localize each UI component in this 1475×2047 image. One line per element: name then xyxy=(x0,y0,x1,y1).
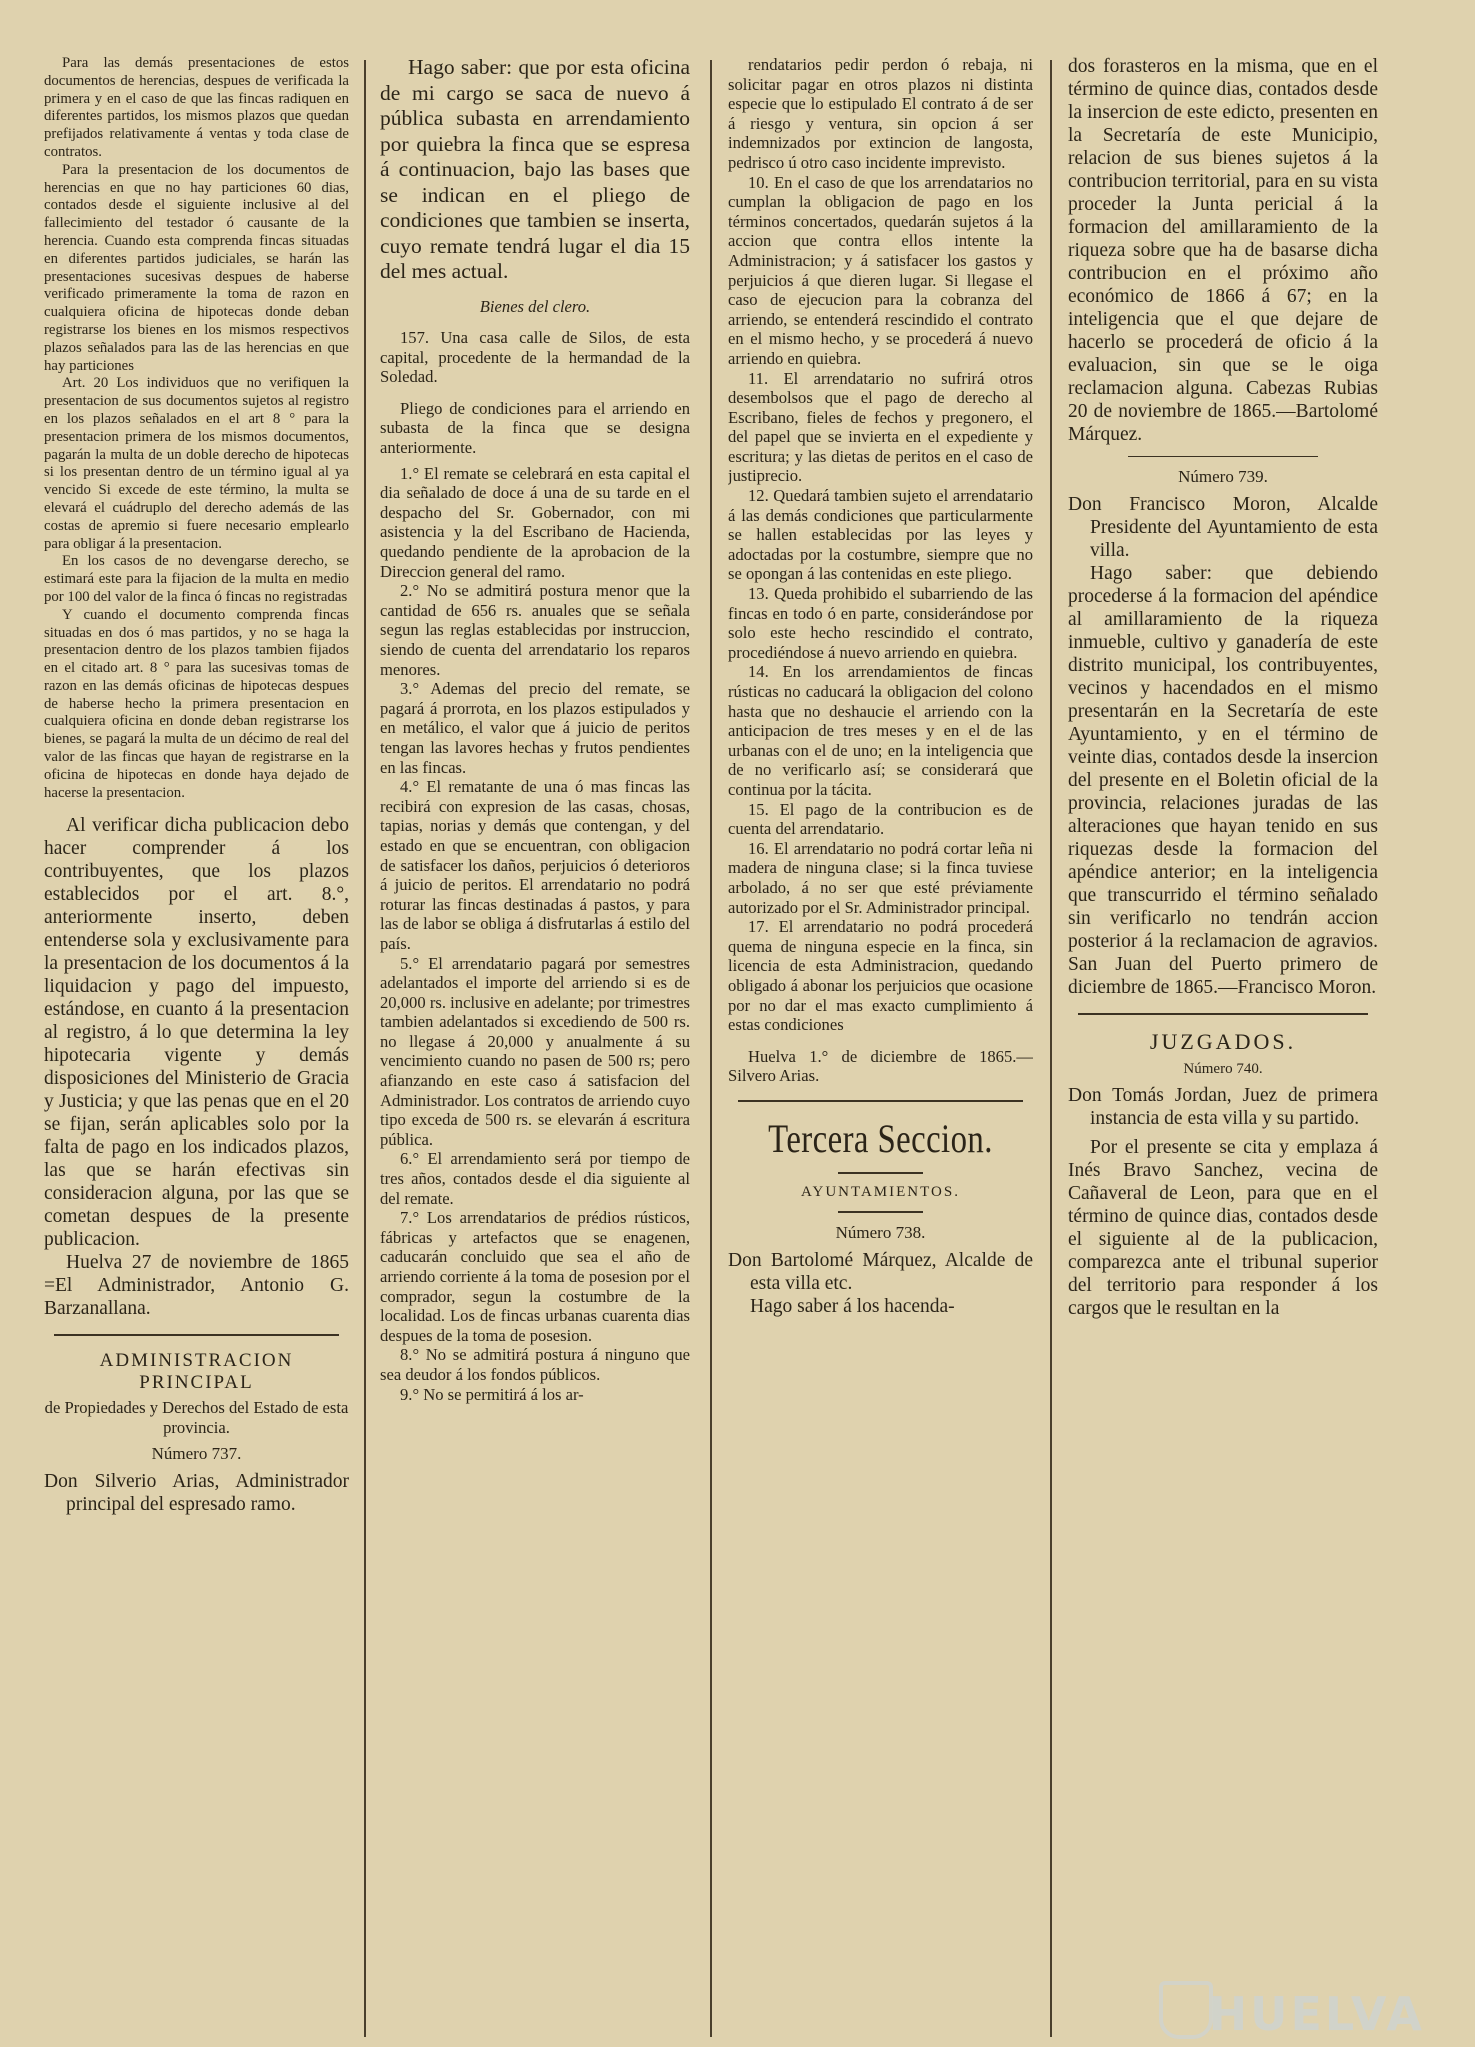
signature-line: Huelva 27 de noviembre de 1865 =El Administrador, Antonio G. Barzanallana. xyxy=(44,1252,349,1320)
small-print-block xyxy=(44,55,349,802)
column-1 xyxy=(44,55,349,2039)
paragraph: Para las demás presentaciones de estos documentos de herencias, despues de verificada la primera y en el caso de que las fincas radiquen en diferentes partidos, los mismos plazos que quedan prefijados relativamente á ventas y toda clase de contratos. xyxy=(44,55,349,160)
condition-13: 13. Queda prohibido el subarriendo de las fincas en todo ó en parte, considerándose por solo este hecho rescindido el contrato, procediéndose á nuevo arriendo en quiebra. xyxy=(728,584,1033,662)
paragraph: Para la presentacion de los documentos de herencias en que no hay particiones 60 dias, contados desde el siguiente inclusive al del fallecimiento del testador ó causante de la herencia. Cuando esta comprenda fincas situadas en diferentes partidos judiciales, se harán las presentaciones sucesivas despues de haberse verificado primeramente la toma de razon en cualquiera oficina de hipotecas donde deban registrarse los bienes en los mismos respectivos plazos señalados para las de las herencias en que hay particiones xyxy=(44,161,349,374)
section-rule xyxy=(1078,1013,1368,1015)
admin-heading: ADMINISTRACION PRINCIPAL xyxy=(99,1350,294,1394)
pliego-title: Pliego de condiciones para el arriendo en subasta de la finca que se designa anteriormente. xyxy=(380,398,690,458)
article-20: Art. 20 Los individuos que no verifiquen la presentacion de sus documentos sujetos al registro en los plazos señalados en el art 8 ° para la presentacion primera de los mismos documentos, pagarán la multa de un doble derecho de hipotecas si los presentan dentro de un término igual al ya vencido Si excede de este término, la multa se elevará el cuádruplo del derecho además de las costas de apremio si fuere necesario emplearlo para obligar á la presentacion. xyxy=(44,375,349,552)
signature-line: Huelva 1.° de diciembre de 1865.—Silvero Arias. xyxy=(728,1046,1033,1086)
subheading-bienes: Bienes del clero. xyxy=(479,296,591,316)
notice-number: Número 738. xyxy=(835,1222,926,1242)
column-4 xyxy=(1068,55,1378,2039)
condition-17: 17. El arrendatario no podrá procederá quema de ninguna especie en la finca, sin licencia de esta Administracion, quedando obligado á abonar los perjuicios que ocasione por no dar el mas exacto cumplimiento á estas condiciones xyxy=(728,917,1033,1035)
column-divider xyxy=(1050,60,1052,2037)
condition-10: 10. En el caso de que los arrendatarios no cumplan la obligacion de pago en los términos concertados, quedarán sujetos á la accion que contra ellos intente la Administracion; y á satisfacer los gastos y perjuicios á que dieren lugar. Si llegase el caso de ejecucion para la cobranza del arriendo, se entenderá rescindido el contrato en el mismo hecho, y se procederá á nuevo arriendo en quiebra. xyxy=(728,172,1033,368)
condition-14: 14. En los arrendamientos de fincas rústicas no caducará la obligacion del colono hasta que no deshaucie el arriendo con la anticipacion de tres meses y en el de las urbanas con el de uno; en la inteligencia que de no verificarlo así; se considerará que continua por la tácita. xyxy=(728,662,1033,799)
column-divider xyxy=(364,60,366,2037)
notice-number: Número 737. xyxy=(151,1443,242,1463)
ayuntamientos-heading: AYUNTAMIENTOS. xyxy=(801,1183,960,1200)
condition-5: 5.° El arrendatario pagará por semestres adelantados el importe del arriendo si es de 20,000 rs. inclusive en adelante; por trimestres tambien adelantados si excediendo de 500 rs. no llegase á 20,000 y anualmente á su vencimiento cuando no pasen de 500 rs; pero afianzando en este caso á satisfacion del Administrador. Los contratos de arriendo cuyo tipo exceda de 500 rs. se elevarán á escritura pública. xyxy=(380,953,690,1149)
paragraph: Hago saber: que debiendo procederse á la formacion del apéndice al amillaramiento de la riqueza inmueble, cultivo y ganadería de este distrito municipal, los contribuyentes, vecinos y hacendados en el mismo presentarán en la Secretaría de este Ayuntamiento, y en el término de veinte dias, contados desde la insercion del presente en el Boletin oficial de la provincia, relaciones juradas de las alteraciones que hayan tenido en sus riquezas desde la formacion del apéndice anterior; en la inteligencia que transcurrido el término señalado sin verificarlo no tendrán accion posterior á la reclamacion de agravios. San Juan del Puerto primero de diciembre de 1865.—Francisco Moron. xyxy=(1068,563,1378,998)
notice-author: Don Silverio Arias, Administrador principal del espresado ramo. xyxy=(44,1470,349,1515)
condition-9: 9.° No se permitirá á los ar- xyxy=(400,1384,584,1404)
condition-16: 16. El arrendatario no podrá cortar leña ni madera de ninguna clase; si la finca tuviese arbolado, á no ser que esté préviamente autorizado por el Sr. Administrador principal. xyxy=(728,838,1033,917)
large-print-block xyxy=(44,814,349,1320)
short-rule xyxy=(838,1211,923,1213)
watermark-text: HUELVA xyxy=(1208,1987,1425,2041)
conditions-continued xyxy=(728,55,1033,1086)
paragraph: rendatarios pedir perdon ó rebaja, ni solicitar pagar en otros plazos ni distinta especie que lo estipulado El contrato á de ser á riesgo y ventura, sin opcion á ser indemnizados por extincion de langosta, pedrisco ú otro caso incidente imprevisto. xyxy=(728,55,1033,172)
condition-8: 8.° No se admitirá postura á ninguno que sea deudor á los fondos públicos. xyxy=(380,1345,690,1384)
column-2 xyxy=(380,55,690,2039)
condition-7: 7.° Los arrendatarios de prédios rústicos, fábricas y artefactos que se enagenen, caducarán concluido que sea el año de arriendo corriente á la toma de posesion por el comprador, segun la costumbre de la localidad. Los de fincas urbanas cuarenta dias despues de la toma de posesion. xyxy=(380,1208,690,1345)
section-rule xyxy=(738,1100,1023,1102)
condition-1: 1.° El remate se celebrará en esta capital el dia señalado de doce á una de su tarde en el despacho del Sr. Gobernador, con mi asistencia y la del Escribano de Hacienda, quedando pendiente de la aprobacion de la Direccion general del ramo. xyxy=(380,463,690,581)
notice-author: Don Tomás Jordan, Juez de primera instancia de esta villa y su partido. xyxy=(1068,1085,1378,1129)
paragraph: dos forasteros en la misma, que en el término de quince dias, contados desde la insercion de este edicto, presenten en la Secretaría de este Municipio, relacion de sus bienes sujetos á la contribucion territorial, para en su vista proceder la Junta pericial á la formacion del amillaramiento de la riqueza sobre que ha de basarse dicha contribucion en el próximo año económico de 1866 á 67; en la inteligencia que el que dejare de hacerlo se procederá de oficio á la evaluacion, sin que se le oiga reclamacion alguna. Cabezas Rubias 20 de noviembre de 1865.—Bartolomé Márquez. xyxy=(1068,56,1378,445)
condition-2: 2.° No se admitirá postura menor que la cantidad de 656 rs. anuales que se señala segun las reglas establecidas por instruccion, siendo de cuenta del arrendatario los reparos menores. xyxy=(380,581,690,679)
section-rule xyxy=(54,1334,339,1336)
property-item: 157. Una casa calle de Silos, de esta capital, procedente de la hermandad de la Soledad. xyxy=(380,328,690,387)
column-divider xyxy=(710,60,712,2037)
condition-4: 4.° El rematante de una ó mas fincas las recibirá con expresion de las casas, chosas, tapias, norias y demás que contengan, y del estado en que se encuentran, con obligacion de satisfacer los daños, perjuicios ó deterioros á juicio de peritos. El arrendatario no podrá roturar las fincas destinadas á pastos, y para las de labor se obliga á disfrutarlas á estilo del país. xyxy=(380,777,690,953)
condition-15: 15. El pago de la contribucion es de cuenta del arrendatario. xyxy=(728,799,1033,839)
notice-number: Número 740. xyxy=(1183,1061,1263,1077)
paragraph: Al verificar dicha publicacion debo hacer comprender á los contribuyentes, que los plazos establecidos por el art. 8.°, anteriormente inserto, deben entenderse sola y exclusivamente para la presentacion de los documentos á la liquidacion y pago del impuesto, estándose, en cuanto á la presentacion al registro, á lo que determina la ley hipotecaria vigente y demás disposiciones del Ministerio de Gracia y Justicia; y que las penas que en el 20 se fijan, serán aplicables solo por la falta de pago en los indicados plazos, las que se harán efectivas sin consideracion alguna, por las que se cometan despues de la presente publicacion. xyxy=(44,815,349,1251)
condition-12: 12. Quedará tambien sujeto el arrendatario á las demás condiciones que particularmente se hallen establecidas por las leyes y adoctadas por la costumbre, siempre que no se opongan á las contenidas en este pliego. xyxy=(728,486,1033,584)
short-rule xyxy=(838,1172,923,1174)
notice-author: Don Bartolomé Márquez, Alcalde de esta villa etc. xyxy=(728,1249,1033,1294)
paragraph: Por el presente se cita y emplaza á Inés Bravo Sanchez, vecina de Cañaveral de Leon, para que en el término de quince dias, contados desde el siguiente al de la publicacion, comparezca ante el tribunal superior del territorio para responder á los cargos que le resultan en la xyxy=(1068,1137,1378,1319)
conditions-block xyxy=(380,328,690,1404)
shield-icon xyxy=(1159,1981,1213,2039)
notice-author: Don Francisco Moron, Alcalde Presidente del Ayuntamiento de esta villa. xyxy=(1068,494,1378,561)
lead-paragraph: Hago saber: que por esta oficina de mi cargo se saca de nuevo á pública subasta en arrendamiento por quiebra la finca que se espresa á continuacion, bajo las bases que se indican en el pliego de condiciones que tambien se inserta, cuyo remate tendrá lugar el dia 15 del mes actual. xyxy=(380,55,690,283)
condition-11: 11. El arrendatario no sufrirá otros desembolsos que el pago de derecho al Escribano, fieles de fechos y pregonero, el del papel que se invierta en el expediente y escritura; y las dietas de peritos en el caso de justiprecio. xyxy=(728,368,1033,486)
separator-rule xyxy=(1128,456,1318,457)
admin-subheading: de Propiedades y Derechos del Estado de esta provincia. xyxy=(44,1398,349,1438)
paragraph: Hago saber á los hacenda- xyxy=(750,1295,955,1317)
column-3 xyxy=(728,55,1033,2039)
paragraph: En los casos de no devengarse derecho, se estimará este para la fijacion de la multa en medio por 100 del valor de la finca ó fincas no registradas xyxy=(44,553,349,605)
condition-3: 3.° Ademas del precio del remate, se pagará á prorrota, en los plazos estipulados y en metálico, el valor que á juicio de peritos tengan las lavores hechas y frutos pendientes en las fincas. xyxy=(380,679,690,777)
section-title: Tercera Seccion. xyxy=(768,1115,993,1161)
condition-6: 6.° El arrendamiento será por tiempo de tres años, contados desde el dia siguiente al del remate. xyxy=(380,1149,690,1208)
paragraph: Y cuando el documento comprenda fincas situadas en dos ó mas partidos, y no se haga la presentacion dentro de los plazos tambien fijados en el citado art. 8 ° para las sucesivas tomas de razon en las demás oficinas de hipotecas despues de haberse hecho la primera presentacion en cualquiera oficina en donde deban registrarse los bienes, se pagará la multa de un décimo de real del valor de las fincas que hayan de registrarse en la oficina de hipotecas en donde haya dejado de hacerse la presentacion. xyxy=(44,606,349,801)
notice-number: Número 739. xyxy=(1178,467,1268,486)
juzgados-heading: JUZGADOS. xyxy=(1149,1029,1297,1054)
